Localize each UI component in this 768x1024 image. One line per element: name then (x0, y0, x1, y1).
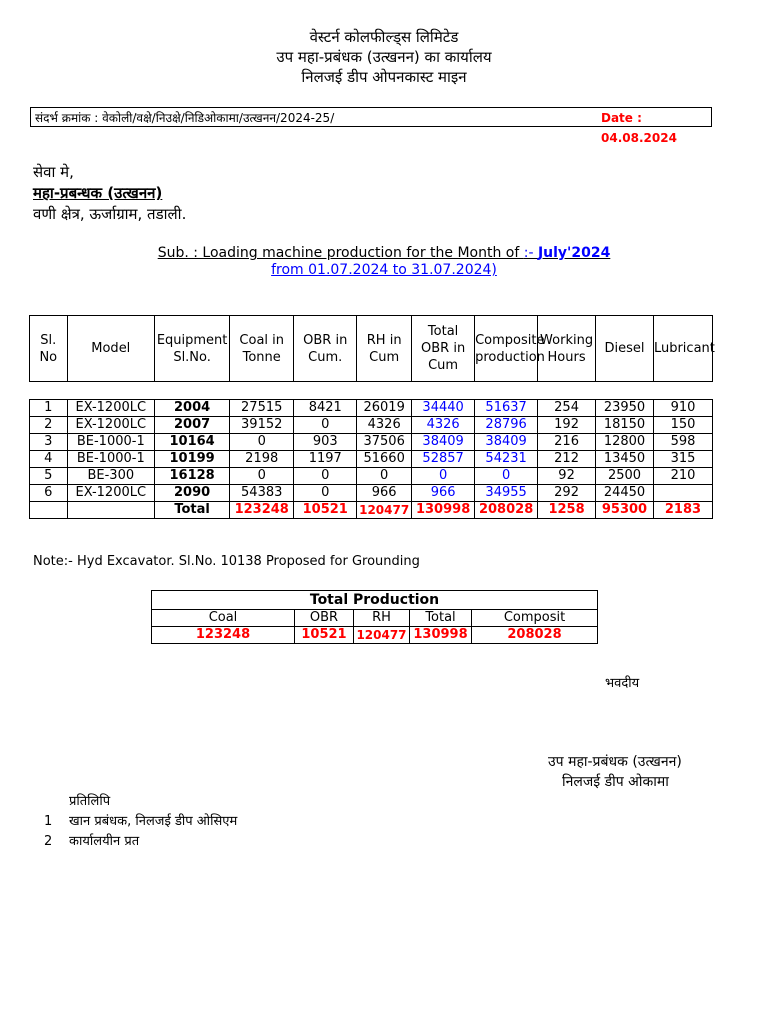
tp-value-coal: 123248 (152, 627, 295, 644)
total-obr-cell: 966 (412, 485, 475, 502)
table-row (30, 468, 713, 485)
total-total-obr: 130998 (412, 502, 475, 519)
tp-value-total: 130998 (410, 627, 472, 644)
diesel-cell: 24450 (596, 485, 654, 502)
total-row (30, 502, 713, 519)
coal-cell: 27515 (230, 400, 294, 417)
company-name: वेस्टर्न कोलफील्ड्स लिमिटेड (309, 28, 459, 46)
diesel-cell: 2500 (596, 468, 654, 485)
total-rh: 120477 (357, 502, 412, 519)
rh-cell: 4326 (357, 417, 412, 434)
subject-dash: :- (523, 245, 538, 261)
col-header-sl: Sl. No (30, 316, 68, 382)
composite-cell: 38409 (475, 434, 538, 451)
table-row (30, 451, 713, 468)
composite-cell: 51637 (475, 400, 538, 417)
lubricant-cell: 210 (653, 468, 712, 485)
reference-number: संदर्भ क्रमांक : वेकोली/वक्षे/निउक्षे/निडिओकामा/उत्खनन/2024-25/ (35, 111, 335, 125)
signature-designation: उप महा-प्रबंधक (उत्खनन) (548, 754, 682, 770)
tp-value-obr: 10521 (295, 627, 354, 644)
coal-cell: 54383 (230, 485, 294, 502)
equipment-cell: 10199 (155, 451, 230, 468)
obr-cell: 903 (294, 434, 357, 451)
hours-cell: 192 (538, 417, 596, 434)
signature-office: निलजई डीप ओकामा (562, 774, 669, 790)
total-obr-cell: 38409 (412, 434, 475, 451)
grounding-note: Note:- Hyd Excavator. Sl.No. 10138 Proposed for Grounding (33, 554, 420, 569)
model-cell: BE-1000-1 (67, 451, 154, 468)
table-row (30, 417, 713, 434)
tp-header-rh: RH (354, 610, 410, 627)
col-header-hours: Working Hours (538, 316, 596, 382)
letter-date: Date : 04.08.2024 (601, 111, 677, 145)
col-header-obr: OBR in Cum. (294, 316, 357, 382)
tp-header-total: Total (410, 610, 472, 627)
production-data-table (29, 399, 713, 519)
col-header-diesel: Diesel (596, 316, 654, 382)
total-label: Total (155, 502, 230, 519)
total-coal: 123248 (230, 502, 294, 519)
office-name: उप महा-प्रबंधक (उत्खनन) का कार्यालय (276, 48, 492, 66)
hours-cell: 216 (538, 434, 596, 451)
total-hours: 1258 (538, 502, 596, 519)
rh-cell: 0 (357, 468, 412, 485)
hours-cell: 254 (538, 400, 596, 417)
coal-cell: 39152 (230, 417, 294, 434)
lubricant-cell (653, 485, 712, 502)
equipment-cell: 2090 (155, 485, 230, 502)
copy-item-2-number: 2 (44, 834, 53, 849)
copy-item-1-text: खान प्रबंधक, निलजई डीप ओसिएम (69, 814, 238, 829)
coal-cell: 0 (230, 434, 294, 451)
model-cell: EX-1200LC (67, 417, 154, 434)
coal-cell: 2198 (230, 451, 294, 468)
lubricant-cell: 150 (653, 417, 712, 434)
model-cell: BE-300 (67, 468, 154, 485)
equipment-cell: 16128 (155, 468, 230, 485)
copy-item-2-text: कार्यालयीन प्रत (69, 834, 140, 849)
copy-title: प्रतिलिपि (69, 794, 111, 809)
model-cell: BE-1000-1 (67, 434, 154, 451)
composite-cell: 0 (475, 468, 538, 485)
table-row (30, 434, 713, 451)
sl-cell: 2 (30, 417, 68, 434)
coal-cell: 0 (230, 468, 294, 485)
sl-cell: 1 (30, 400, 68, 417)
rh-cell: 51660 (357, 451, 412, 468)
col-header-lubricant: Lubricant (653, 316, 712, 382)
col-header-rh: RH in Cum (357, 316, 412, 382)
obr-cell: 0 (294, 468, 357, 485)
total-obr: 10521 (294, 502, 357, 519)
tp-value-composite: 208028 (472, 627, 598, 644)
total-obr-cell: 0 (412, 468, 475, 485)
mine-name: निलजई डीप ओपनकास्ट माइन (301, 68, 467, 86)
obr-cell: 0 (294, 485, 357, 502)
diesel-cell: 12800 (596, 434, 654, 451)
total-lubricant: 2183 (653, 502, 712, 519)
reference-box (30, 107, 712, 145)
equipment-cell: 2007 (155, 417, 230, 434)
composite-cell: 28796 (475, 417, 538, 434)
subject-month: July'2024 (537, 245, 611, 261)
total-obr-cell: 4326 (412, 417, 475, 434)
hours-cell: 212 (538, 451, 596, 468)
col-header-model: Model (67, 316, 154, 382)
col-header-total-obr: Total OBR in Cum (412, 316, 475, 382)
subject-line (0, 245, 768, 262)
col-header-composite: Composite production (475, 316, 538, 382)
addressee-location: वणी क्षेत्र, ऊर्जाग्राम, तडाली. (33, 205, 187, 223)
lubricant-cell: 910 (653, 400, 712, 417)
tp-header-coal: Coal (152, 610, 295, 627)
total-production-title: Total Production (152, 591, 598, 610)
table-row (30, 400, 713, 417)
model-cell: EX-1200LC (67, 400, 154, 417)
equipment-cell: 2004 (155, 400, 230, 417)
diesel-cell: 13450 (596, 451, 654, 468)
salutation: सेवा मे, (33, 163, 74, 181)
composite-cell: 54231 (475, 451, 538, 468)
sl-cell: 5 (30, 468, 68, 485)
model-cell: EX-1200LC (67, 485, 154, 502)
sl-cell: 4 (30, 451, 68, 468)
col-header-equipment: Equipment Sl.No. (155, 316, 230, 382)
hours-cell: 92 (538, 468, 596, 485)
table-row (30, 485, 713, 502)
total-sl-cell (30, 502, 68, 519)
addressee-designation: महा-प्रबन्धक (उत्खनन) (33, 184, 163, 202)
total-composite: 208028 (475, 502, 538, 519)
total-diesel: 95300 (596, 502, 654, 519)
lubricant-cell: 315 (653, 451, 712, 468)
obr-cell: 1197 (294, 451, 357, 468)
tp-header-obr: OBR (295, 610, 354, 627)
lubricant-cell: 598 (653, 434, 712, 451)
total-production-table (151, 590, 598, 644)
hours-cell: 292 (538, 485, 596, 502)
obr-cell: 0 (294, 417, 357, 434)
rh-cell: 26019 (357, 400, 412, 417)
rh-cell: 966 (357, 485, 412, 502)
tp-value-rh: 120477 (354, 627, 410, 644)
sl-cell: 6 (30, 485, 68, 502)
obr-cell: 8421 (294, 400, 357, 417)
subject-prefix: Sub. : Loading machine production for the Month of (157, 245, 524, 261)
subject-period: from 01.07.2024 to 31.07.2024) (271, 262, 497, 278)
production-header-table (29, 315, 713, 382)
copy-item-1-number: 1 (44, 814, 53, 829)
total-obr-cell: 34440 (412, 400, 475, 417)
diesel-cell: 18150 (596, 417, 654, 434)
closing-word: भवदीय (605, 676, 640, 691)
equipment-cell: 10164 (155, 434, 230, 451)
tp-header-composite: Composit (472, 610, 598, 627)
composite-cell: 34955 (475, 485, 538, 502)
rh-cell: 37506 (357, 434, 412, 451)
sl-cell: 3 (30, 434, 68, 451)
col-header-coal: Coal in Tonne (230, 316, 294, 382)
total-model-cell (67, 502, 154, 519)
total-obr-cell: 52857 (412, 451, 475, 468)
diesel-cell: 23950 (596, 400, 654, 417)
